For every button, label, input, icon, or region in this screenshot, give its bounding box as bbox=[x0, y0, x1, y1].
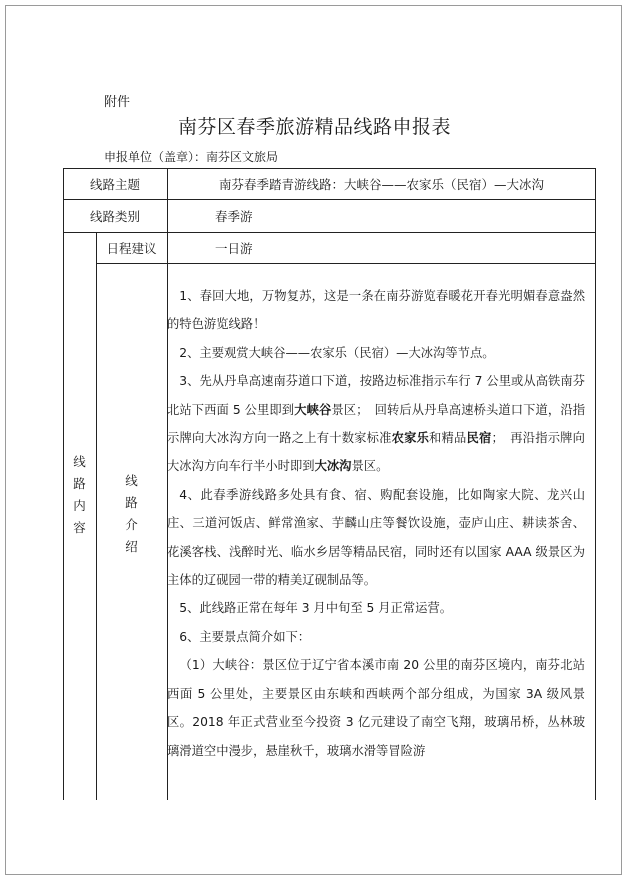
intro-paragraph: 1、春回大地，万物复苏，这是一条在南芬游览春暖花开春光明媚春意盎然的特色游览线路！ bbox=[167, 289, 585, 332]
route-theme-value: 南芬春季踏青游线路：大峡谷——农家乐（民宿）—大冰沟 bbox=[218, 176, 544, 192]
schedule-value: 一日游 bbox=[215, 241, 253, 256]
page-title: 南芬区春季旅游精品线路申报表 bbox=[177, 116, 451, 138]
route-theme-label: 线路主题 bbox=[89, 176, 140, 192]
intro-paragraph: 6、主要景点简介如下： bbox=[179, 629, 311, 644]
attachment-label: 附件 bbox=[104, 95, 131, 110]
route-type-label: 线路类别 bbox=[89, 209, 140, 224]
applicant-unit-label: 申报单位（盖章）： bbox=[104, 150, 207, 164]
intro-paragraph: （1）大峡谷：景区位于辽宁省本溪市南 20 公里的南芬区境内，南芬北站西面 5 公里处，主要景区由东峡和西峡两个部分组成，为国家 3A 级风景区。2018 年正式营业至今投资 3 亿元建设了南空飞翔，玻璃吊桥，丛林玻璃滑道空中漫步，悬崖秋千，玻璃水滑等冒险游 bbox=[167, 658, 585, 758]
intro-paragraph: 5、此线路正常在每年 3 月中旬至 5 月正常运营。 bbox=[179, 601, 453, 616]
route-intro-text bbox=[167, 282, 585, 765]
applicant-unit bbox=[104, 148, 278, 165]
application-form-table bbox=[63, 168, 596, 800]
route-intro-label: 线 路 介 绍 bbox=[125, 473, 138, 554]
schedule-label: 日程建议 bbox=[106, 241, 157, 256]
intro-paragraph: 2、主要观赏大峡谷——农家乐（民宿）—大冰沟等节点。 bbox=[179, 345, 495, 360]
intro-paragraph: 4、此春季游线路多处具有食、宿、购配套设施，比如陶家大院、龙兴山庄、三道河饭店、鲜常渔家、芋麟山庄等餐饮设施，壶庐山庄、耕读茶舍、花溪客栈、浅醉时光、临水乡居等精品民宿，同时还有以国家 AAA 级景区为主体的辽砚园一带的精美辽砚制品等。 bbox=[167, 487, 585, 588]
intro-paragraph: 3、先从丹阜高速南芬道口下道，按路边标准指示车行 7 公里或从高铁南芬北站下西面 5 公里即到大峡谷景区； 回转后从丹阜高速桥头道口下道，沿指示牌向大冰沟方向一路之上有十数家标准农家乐和精品民宿； 再沿指示牌向大冰沟方向车行半小时即到大冰沟景区。 bbox=[167, 374, 585, 474]
applicant-unit-value: 南芬区文旅局 bbox=[206, 150, 279, 164]
route-content-label: 线 路 内 容 bbox=[73, 454, 86, 535]
route-type-value: 春季游 bbox=[215, 209, 253, 224]
